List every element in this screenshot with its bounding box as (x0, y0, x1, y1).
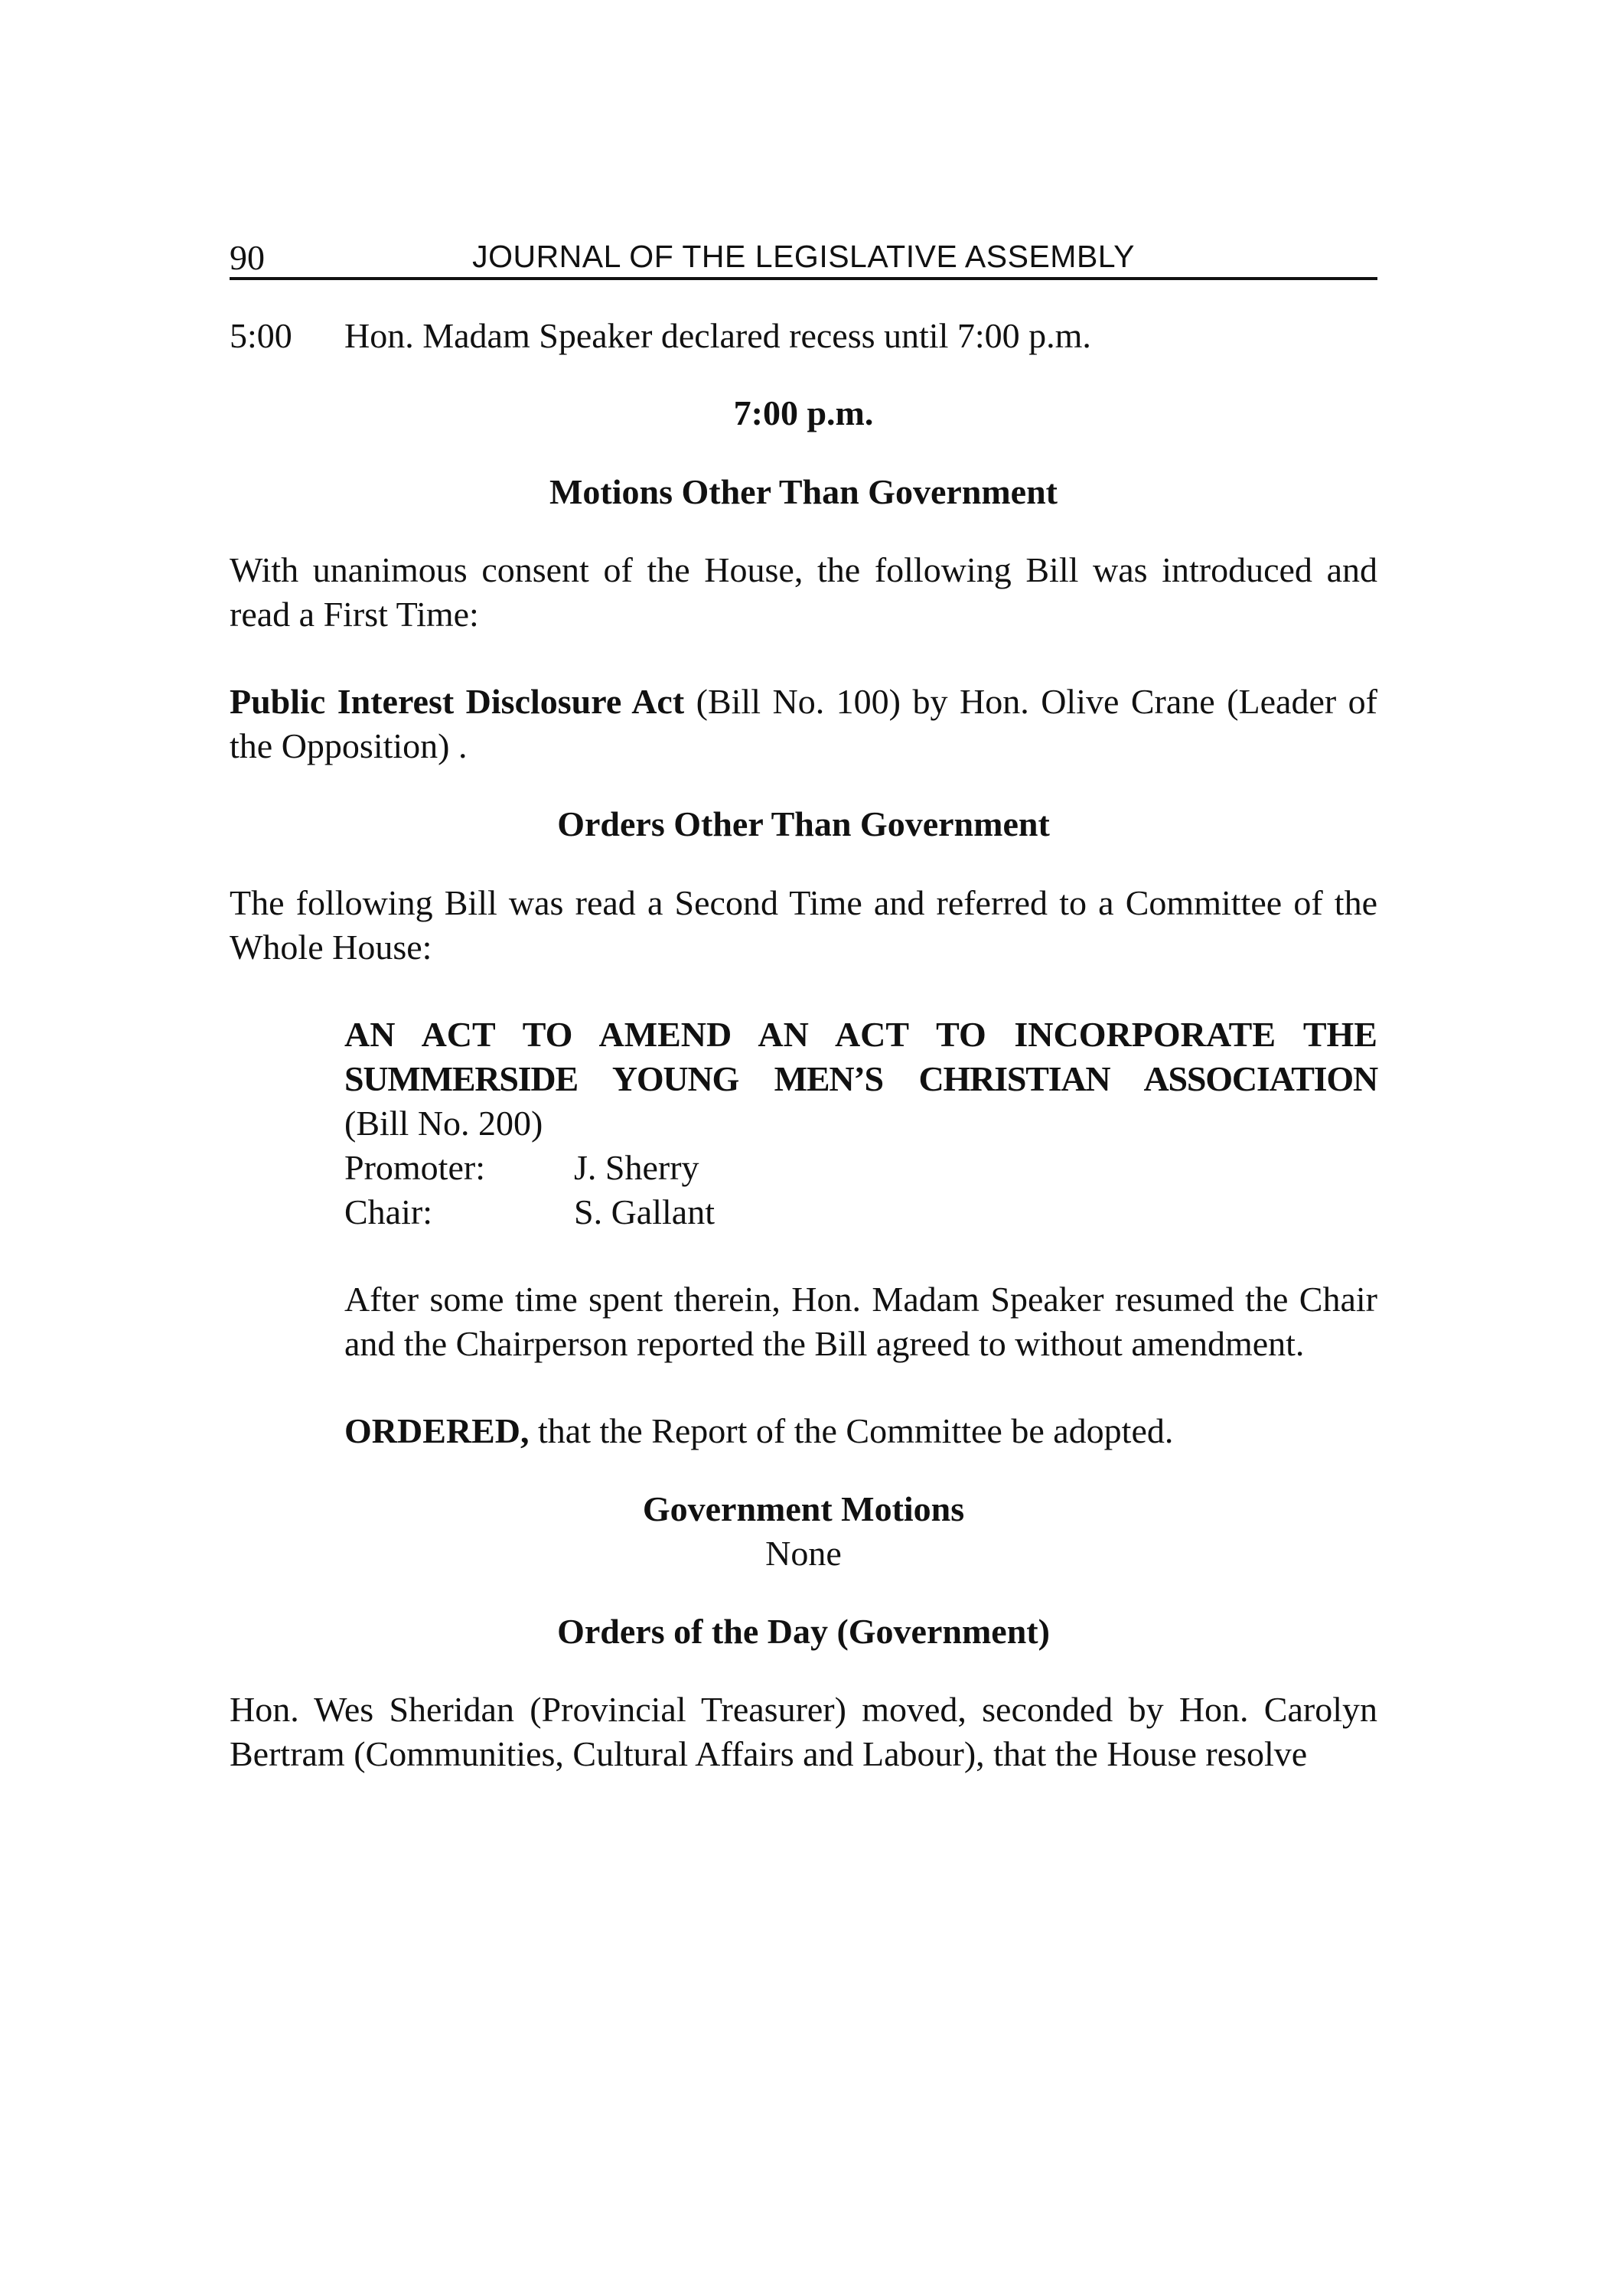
ordered-text: that the Report of the Committee be adopted. (529, 1411, 1174, 1450)
page-number: 90 (230, 238, 265, 277)
recess-text: Hon. Madam Speaker declared recess until 7:00 p.m. (344, 316, 1091, 355)
bill-100-details: (Bill No. 100) by Hon. Olive Crane (Leader of the Opposition) . (230, 682, 1377, 765)
committee-report: After some time spent therein, Hon. Madam Speaker resumed the Chair and the Chairperson reported the Bill agreed to without amendment. (344, 1280, 1377, 1363)
chair-value: S. Gallant (574, 1192, 715, 1231)
journal-title: JOURNAL OF THE LEGISLATIVE ASSEMBLY (472, 239, 1135, 274)
promoter-row (344, 1146, 1377, 1190)
bill-200-block (344, 1013, 1377, 1453)
bill-200-title-line-2: SUMMERSIDE YOUNG MEN’S CHRISTIAN ASSOCIATION (344, 1059, 1377, 1098)
journal-page (230, 230, 1377, 1776)
bill-200-number: (Bill No. 200) (344, 1104, 543, 1143)
bill-100-name: Public Interest Disclosure Act (230, 682, 685, 721)
recess-time: 5:00 (230, 316, 292, 355)
promoter-value: J. Sherry (574, 1148, 699, 1187)
chair-label: Chair: (344, 1192, 432, 1231)
orders-of-day-text: Hon. Wes Sheridan (Provincial Treasurer) moved, seconded by Hon. Carolyn Bertram (Communities, Cultural Affairs and Labour), that the House resolve (230, 1690, 1377, 1773)
motions-other-intro: With unanimous consent of the House, the following Bill was introduced and read a First Time: (230, 550, 1377, 634)
promoter-label: Promoter: (344, 1148, 485, 1187)
orders-other-heading: Orders Other Than Government (557, 804, 1050, 843)
government-motions-none: None (765, 1534, 842, 1573)
orders-other-intro: The following Bill was read a Second Time and referred to a Committee of the Whole House: (230, 883, 1377, 967)
government-motions-heading: Government Motions (642, 1489, 965, 1528)
orders-of-day-heading: Orders of the Day (Government) (557, 1612, 1050, 1651)
first-reading-bill (230, 680, 1377, 768)
chair-row (344, 1190, 1377, 1234)
recess-entry (230, 314, 1377, 358)
bill-200-title-line-1: AN ACT TO AMEND AN ACT TO INCORPORATE THE (344, 1015, 1377, 1054)
ordered-keyword: ORDERED, (344, 1411, 530, 1450)
evening-sitting-heading: 7:00 p.m. (733, 393, 874, 432)
running-header (230, 230, 1377, 280)
ordered-statement (344, 1409, 1377, 1453)
motions-other-heading: Motions Other Than Government (549, 472, 1058, 511)
